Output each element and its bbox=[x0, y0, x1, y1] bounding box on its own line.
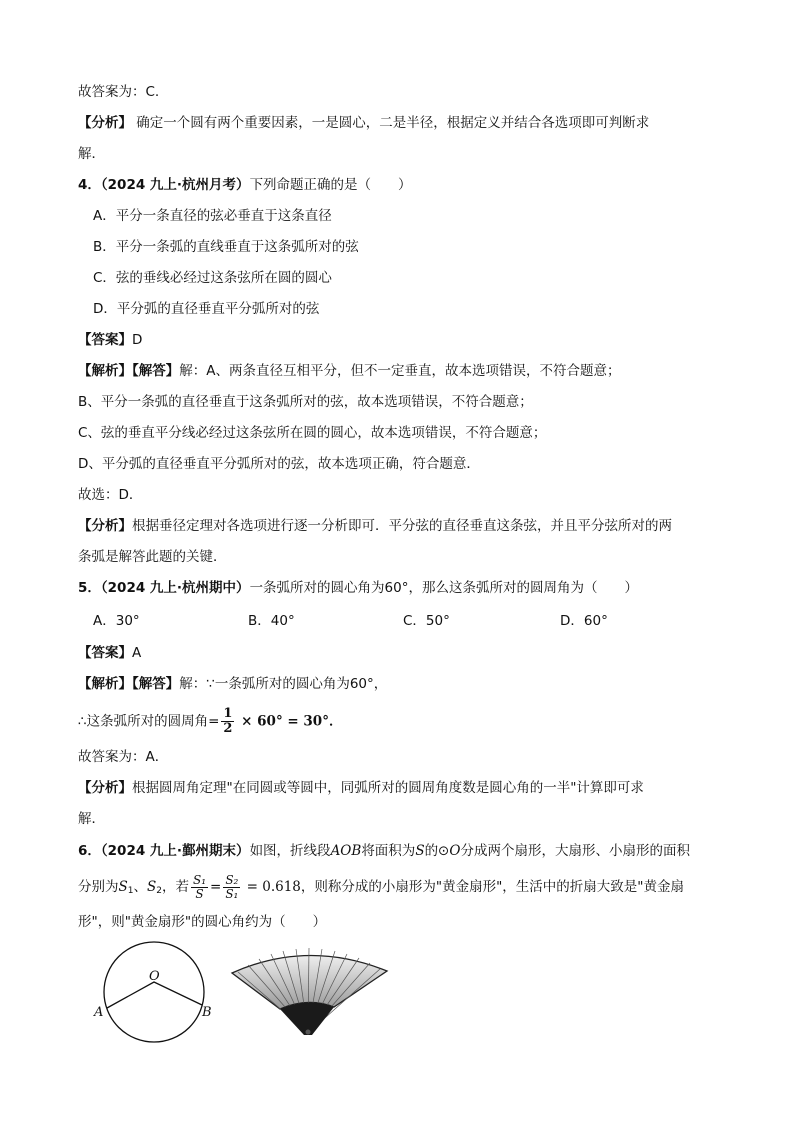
q5-option-a: A．30° bbox=[93, 613, 140, 629]
folding-fan-image bbox=[230, 945, 390, 1040]
q5-analysis-1: 【分析】根据圆周角定理"在同圆或等圆中，同弧所对的圆周角度数是圆心角的一半"计算即可求 bbox=[78, 780, 644, 796]
question-6-stem-1: 6．（2024 九上·鄞州期末）如图，折线段AOB将面积为S的⊙O分成两个扇形，大扇形、小扇形的面积 bbox=[78, 843, 690, 859]
q4-answer: 【答案】D bbox=[78, 332, 143, 348]
q5-analysis-2: 解． bbox=[78, 811, 105, 827]
q4-option-a: A．平分一条直径的弦必垂直于这条直径 bbox=[93, 208, 332, 224]
q5-solution-3: 故答案为：A． bbox=[78, 749, 169, 765]
label-b: B bbox=[202, 1005, 212, 1020]
q4-option-c: C．弦的垂线必经过这条弦所在圆的圆心 bbox=[93, 270, 332, 286]
label-o: O bbox=[149, 969, 160, 984]
q5-answer: 【答案】A bbox=[78, 645, 142, 661]
q4-analysis-2: 条弧是解答此题的关键． bbox=[78, 549, 227, 565]
q5-option-b: B．40° bbox=[248, 613, 295, 629]
q4-solution-4: D、平分弧的直径垂直平分弧所对的弦，故本选项正确，符合题意． bbox=[78, 456, 480, 472]
label-a: A bbox=[94, 1005, 104, 1020]
fold-line-aob bbox=[107, 982, 202, 1008]
q4-option-d: D．平分弧的直径垂直平分弧所对的弦 bbox=[93, 301, 320, 317]
q5-option-c: C．50° bbox=[403, 613, 450, 629]
question-5-stem: 5．（2024 九上·杭州期中）一条弧所对的圆心角为60°，那么这条弧所对的圆周角为（ ） bbox=[78, 580, 638, 596]
question-6-stem-2: 分别为$S_1$、$S_2$，若 $\frac{\text{S₁}}{S}$ = $\frac{\text{S₂}}{\text{S₁}}$ = 0.618，则称分成的小扇形为"黄金扇形"，生活中的折扇大致是"黄金扇 bbox=[78, 872, 685, 901]
circle-aob-figure bbox=[92, 940, 222, 1045]
question-4-stem: 4．（2024 九上·杭州月考）下列命题正确的是（ ） bbox=[78, 177, 412, 193]
q5-option-d: D．60° bbox=[560, 613, 608, 629]
analysis-line-cont: 解． bbox=[78, 146, 105, 162]
q4-analysis-1: 【分析】根据垂径定理对各选项进行逐一分析即可．平分弦的直径垂直这条弦，并且平分弦所对的两 bbox=[78, 518, 672, 534]
q4-solution-3: C、弦的垂直平分线必经过这条弦所在圆的圆心，故本选项错误，不符合题意； bbox=[78, 425, 547, 441]
q4-option-b: B．平分一条弧的直线垂直于这条弧所对的弦 bbox=[93, 239, 359, 255]
q5-solution-1: 【解析】【解答】解：∵一条弧所对的圆心角为60°， bbox=[78, 676, 388, 692]
answer-line: 故答案为：C. bbox=[78, 84, 160, 100]
q4-solution-1: 【解析】【解答】解：A、两条直径互相平分，但不一定垂直，故本选项错误，不符合题意； bbox=[78, 363, 621, 379]
q5-solution-2: ∴这条弧所对的圆周角= $\frac{1}{2}$ × 60° = 30°． bbox=[78, 706, 343, 736]
question-6-stem-3: 形"，则"黄金扇形"的圆心角约为（ ） bbox=[78, 914, 327, 930]
fraction-one-half: $\frac{1}{2}$ bbox=[223, 706, 233, 736]
q4-solution-2: B、平分一条弧的直径垂直于这条弧所对的弦，故本选项错误，不符合题意； bbox=[78, 394, 533, 410]
fraction-s1-over-s: $\frac{\text{S₁}}{S}$ bbox=[192, 872, 206, 901]
fraction-s2-over-s1: $\frac{\text{S₂}}{\text{S₁}}$ bbox=[225, 872, 239, 901]
circle-o bbox=[104, 942, 204, 1042]
q4-solution-5: 故选：D． bbox=[78, 487, 143, 503]
analysis-line: 【分析】 确定一个圆有两个重要因素，一是圆心，二是半径，根据定义并结合各选项即可判断求 bbox=[78, 115, 650, 131]
